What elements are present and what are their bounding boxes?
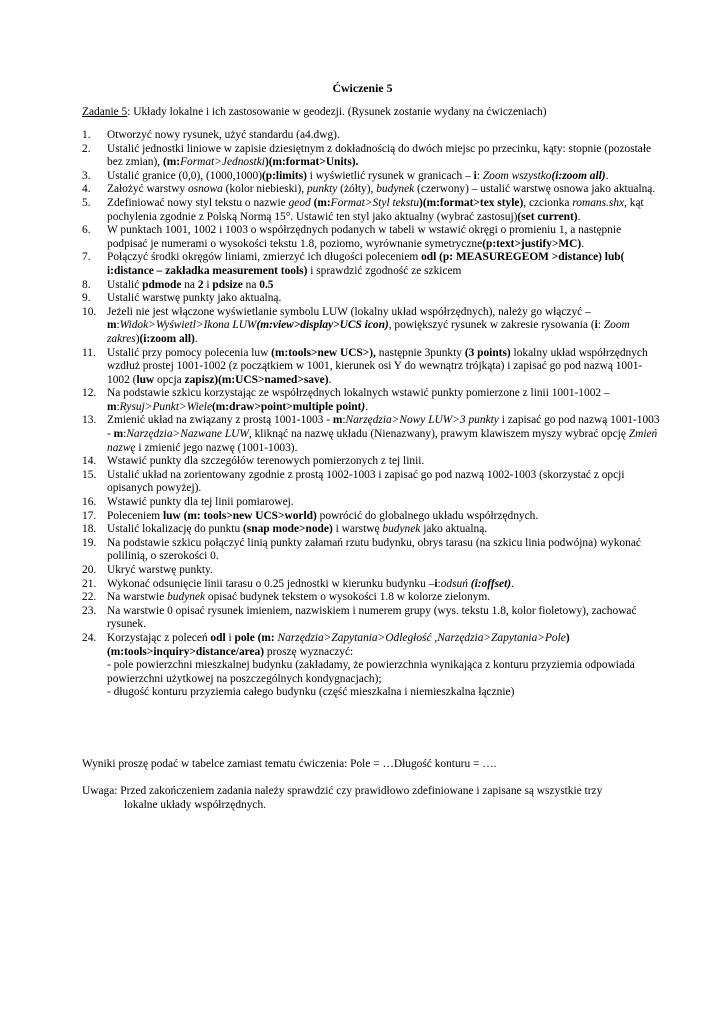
step-text: (czerwony) – ustalić warstwę osnowa jako aktualną.: [414, 183, 656, 196]
step-text: Założyć warstwy: [107, 183, 188, 196]
step-number: 20.: [82, 564, 97, 576]
step-text: (set current): [517, 210, 578, 223]
step-text: :: [116, 400, 120, 413]
step-text: Wykonać odsunięcie linii tarasu o 0.25 jednostki w kierunku budynku –: [107, 577, 435, 590]
step-text: (i:zoom all): [139, 332, 195, 345]
step-text: Narzędzia>Nowy LUW>3 punkty: [345, 414, 499, 427]
step-text: odl: [210, 631, 226, 644]
step-text: m: [107, 400, 117, 413]
step-item: [82, 387, 662, 414]
step-item: [82, 170, 662, 184]
step-text: i zapisać go pod nazwą 1001-1003 -: [107, 414, 660, 441]
step-number: 12.: [82, 387, 97, 400]
step-text: :: [342, 414, 346, 427]
step-text: Poleceniem: [107, 509, 163, 522]
step-item: [82, 455, 662, 469]
step-text: Na podstawie szkicu połączyć linią punkty załamań rzutu budynku, obrys tarasu (na szkicu linia podwójna) wykonać polilinią, o szerokości 0.: [107, 536, 641, 563]
step-item: [82, 129, 662, 143]
note-line-2: lokalne układy współrzędnych.: [124, 798, 267, 811]
step-text: odl (p: MEASUREGEOM >distance) lub( i:distance – zakładka measurement tools): [107, 251, 625, 277]
step-text: Zoom wszystko: [482, 169, 552, 182]
step-text: powrócić do globalnego układu współrzędnych.: [316, 509, 539, 522]
step-text: (kolor niebieski),: [222, 183, 307, 196]
step-item: [82, 143, 662, 170]
step-text: Ustalić granice (0,0), (1000,1000): [107, 169, 262, 182]
step-text: Na warstwie: [107, 591, 168, 604]
step-text: i sprawdzić zgodność ze szkicem: [307, 264, 462, 277]
step-text: (snap mode>node): [243, 523, 333, 536]
step-text: Ustalić przy pomocy polecenia luw: [107, 346, 272, 359]
step-text: odsuń: [440, 577, 468, 590]
step-text: , powiększyć rysunek w zakresie rysowania (: [388, 319, 595, 332]
step-text: ): [361, 400, 366, 413]
step-text: m: [107, 319, 117, 332]
step-text: Korzystając z poleceń: [107, 631, 211, 644]
step-text: (m:view>display>UCS icon): [256, 319, 389, 332]
step-text: luw: [136, 373, 155, 386]
step-text: i: [434, 577, 438, 590]
step-text: osnowa: [187, 183, 223, 196]
step-text: Ustalić jednostki liniowe w zapisie dziesiętnym z dokładnością do dwóch miejsc po przecinku, kąty: stopnie (pozostałe bez zmian),: [107, 142, 652, 169]
step-text: i warstwę: [332, 523, 383, 536]
step-text: :: [597, 319, 604, 332]
step-text: (p:limits): [262, 169, 307, 182]
step-number: 4.: [82, 183, 91, 196]
step-item: [82, 224, 662, 251]
step-number: 14.: [82, 455, 97, 468]
step-text: punkty: [306, 183, 338, 196]
step-text: Format>Styl tekstu: [330, 196, 420, 209]
step-text: romans.shx: [572, 196, 625, 209]
step-number: 24.: [82, 631, 97, 644]
step-text: ): [135, 332, 140, 345]
step-text: budynek: [167, 591, 206, 604]
step-item: [82, 496, 662, 510]
step-text: Widok>Wyświetl>Ikona LUW: [119, 319, 257, 332]
step-text: pdsize: [212, 278, 243, 291]
step-item: [82, 591, 662, 605]
step-text: Jeżeli nie jest włączone wyświetlanie symbolu LUW (lokalny układ współrzędnych), należy go włączyć –: [107, 305, 591, 318]
step-text: - długość konturu przyziemia całego budynku (część mieszkalna i niemieszkalna łącznie): [107, 686, 515, 699]
step-number: 7.: [82, 251, 91, 264]
step-item: [82, 632, 662, 700]
step-text: Format>Jednostki: [180, 156, 265, 169]
step-text: .: [328, 373, 332, 386]
step-text: m: [113, 428, 124, 441]
step-number: 11.: [82, 346, 96, 359]
step-text: Narzędzia>Nazwane LUW: [126, 428, 249, 441]
step-text: Ukryć warstwę punkty.: [107, 564, 213, 576]
step-item: [82, 292, 662, 306]
step-text: .: [194, 332, 198, 345]
step-item: [82, 510, 662, 524]
step-text: Ustalić układ na zorientowany zgodnie z prostą 1002-1003 i zapisać go pod nazwą 1002-1003 (skorzystać z opcji opisanych powyżej).: [107, 468, 625, 495]
step-text: (m:draw>point>multiple point: [212, 400, 362, 413]
step-text: .: [511, 577, 514, 590]
step-text: .: [365, 400, 369, 413]
step-text: , kliknąć na nazwę układu (Nienazwany), prawym klawiszem myszy wybrać opcję: [248, 428, 629, 441]
step-text: :: [123, 428, 127, 441]
step-text: :: [437, 577, 441, 590]
step-text: pole (m:: [234, 631, 275, 644]
step-text: :: [116, 319, 120, 332]
note: [82, 785, 642, 812]
step-text: na: [181, 278, 198, 291]
step-item: [82, 197, 662, 224]
step-text: jako aktualną.: [420, 523, 488, 536]
step-text: (żółty),: [337, 183, 377, 196]
step-text: Wstawić punkty dla szczegółów terenowych pomierzonych z tej linii.: [107, 455, 425, 468]
step-text: , kąt pochylenia zgodnie z Polską Normą 15°. Ustawić ten styl jako aktualny (wybrać zastosuj): [107, 196, 644, 223]
step-text: Ustalić warstwę punkty jako aktualną.: [107, 292, 282, 305]
step-number: 17.: [82, 509, 97, 522]
step-number: 10.: [82, 305, 97, 318]
step-text: (p:text>justify>MC): [482, 237, 582, 250]
step-item: [82, 306, 662, 347]
results-line: Wyniki proszę podać w tabelce zamiast tematu ćwiczenia: Pole = …Długość konturu = ….: [82, 758, 497, 770]
step-text: zapisz)(m:UCS>named>save): [184, 373, 329, 386]
step-item: [82, 523, 662, 537]
step-text: Zdefiniować nowy styl tekstu o nazwie: [107, 196, 289, 209]
step-text: (m:: [313, 196, 331, 209]
step-text: )(m:format>Units).: [264, 156, 359, 169]
step-number: 2.: [82, 142, 91, 155]
step-item: [82, 279, 662, 293]
step-text: Rysuj>Punkt>Wiele: [119, 400, 213, 413]
step-text: i zmienić jego nazwę (1001-1003).: [135, 441, 298, 454]
step-number: 8.: [82, 278, 91, 291]
step-number: 19.: [82, 536, 97, 549]
step-text: i: [594, 319, 598, 332]
step-text: na: [242, 278, 260, 291]
step-text: .: [577, 210, 581, 223]
step-text: (i:zoom all): [551, 169, 606, 182]
step-number: 21.: [82, 577, 97, 590]
step-text: budynek: [382, 523, 421, 536]
step-item: [82, 605, 662, 632]
step-item: [82, 537, 662, 564]
step-number: 22.: [82, 591, 97, 604]
step-number: 6.: [82, 224, 91, 237]
page-title: Ćwiczenie 5: [332, 81, 393, 95]
step-text: i: [203, 278, 213, 291]
step-text: Zoom zakres: [107, 319, 630, 345]
step-text: Narzędzia>Zapytania>Odległość ,Narzędzia>Zapytania>Pole: [277, 631, 566, 644]
step-text: Na warstwie 0 opisać rysunek imieniem, nazwiskiem i numerem grupy (wys. tekstu 1.8, kolor fioletowy), zachować rysunek.: [107, 604, 637, 631]
step-text: )(m:tools>inquiry>distance/area): [107, 631, 570, 658]
step-text: 0.5: [259, 278, 274, 291]
step-item: [82, 469, 662, 496]
step-text: Zmienić układ na związany z prostą 1001-1003 -: [107, 414, 333, 427]
step-text: opisać budynek tekstem o wysokości 1.8 w kolorze zielonym.: [205, 591, 491, 604]
step-text: (m:: [162, 156, 181, 169]
step-number: 23.: [82, 604, 97, 617]
step-text: (i:offset): [470, 577, 512, 590]
step-item: [82, 251, 662, 278]
step-text: W punktach 1001, 1002 i 1003 o współrzędnych podanych w tabeli w wstawić okręgi o promieniu 1, a następnie podpisać je numerami o wysokości tekstu 1.8, poziomo, wyrównanie symetryczne: [107, 224, 622, 250]
step-number: 15.: [82, 468, 97, 481]
step-text: Otworzyć nowy rysunek, użyć standardu (a4.dwg).: [107, 129, 340, 141]
step-text: geod: [288, 196, 311, 209]
task-label: Zadanie 5: [82, 106, 128, 118]
step-number: 9.: [82, 292, 91, 305]
step-text: pdmode: [142, 278, 182, 291]
step-text: .: [605, 169, 609, 182]
step-text: proszę wyznaczyć:: [264, 645, 354, 658]
step-text: i: [225, 631, 235, 644]
step-text: Na podstawie szkicu korzystając ze współrzędnych lokalnych wstawić punkty pomierzone z linii 1001-1002 –: [107, 387, 610, 400]
step-text: (m:tools>new UCS>),: [271, 346, 376, 359]
step-text: , czcionka: [523, 196, 573, 209]
step-text: Zmień nazwę: [107, 428, 658, 454]
step-text: :: [476, 169, 483, 182]
step-number: 3.: [82, 169, 91, 182]
step-text: lokalny układ współrzędnych wzdłuż prostej 1001-1002 (z początkiem w 1001, kierunek osi Y do wewnątrz trójkąta) i zapisać go pod nazwą 1001-1002 (: [107, 346, 648, 386]
step-item: [82, 564, 662, 578]
step-item: [82, 347, 662, 388]
step-number: 16.: [82, 496, 97, 509]
step-text: Połączyć środki okręgów liniami, zmierzyć ich długości poleceniem: [107, 251, 422, 264]
step-text: i: [473, 169, 477, 182]
step-text: opcja: [154, 373, 185, 386]
step-item: [82, 578, 662, 592]
step-number: 1.: [82, 129, 91, 141]
step-text: Wstawić punkty dla tej linii pomiarowej.: [107, 496, 294, 509]
step-text: luw (m: tools>new UCS>world): [163, 509, 317, 522]
step-number: 18.: [82, 523, 97, 536]
steps-list: [82, 129, 662, 700]
step-item: [82, 183, 662, 197]
step-text: 2: [197, 278, 204, 291]
step-number: 13.: [82, 414, 97, 427]
task-description: : Układy lokalne i ich zastosowanie w geodezji. (Rysunek zostanie wydany na ćwiczeniach): [127, 106, 547, 118]
step-text: )(m:format>tex style): [419, 196, 524, 209]
task-intro: [82, 106, 662, 120]
step-text: Ustalić lokalizację do punktu: [107, 523, 244, 536]
step-text: m: [332, 414, 343, 427]
step-text: następnie 3punkty: [375, 346, 465, 359]
step-item: [82, 414, 662, 455]
step-text: (3 points): [464, 346, 511, 359]
step-number: 5.: [82, 196, 91, 209]
note-line-1: Uwaga: Przed zakończeniem zadania należy sprawdzić czy prawidłowo zdefiniowane i zapisane są wszystkie trzy: [82, 785, 603, 797]
step-text: i wyświetlić rysunek w granicach –: [306, 169, 474, 182]
step-text: Ustalić: [107, 278, 143, 291]
step-text: .: [581, 237, 585, 250]
step-text: - pole powierzchni mieszkalnej budynku (zakładamy, że powierzchnia wynikająca z konturu przyziemia odpowiada powierzchni użytkowej na poszczególnych kondygnacjach);: [107, 659, 635, 685]
step-text: budynek: [376, 183, 415, 196]
